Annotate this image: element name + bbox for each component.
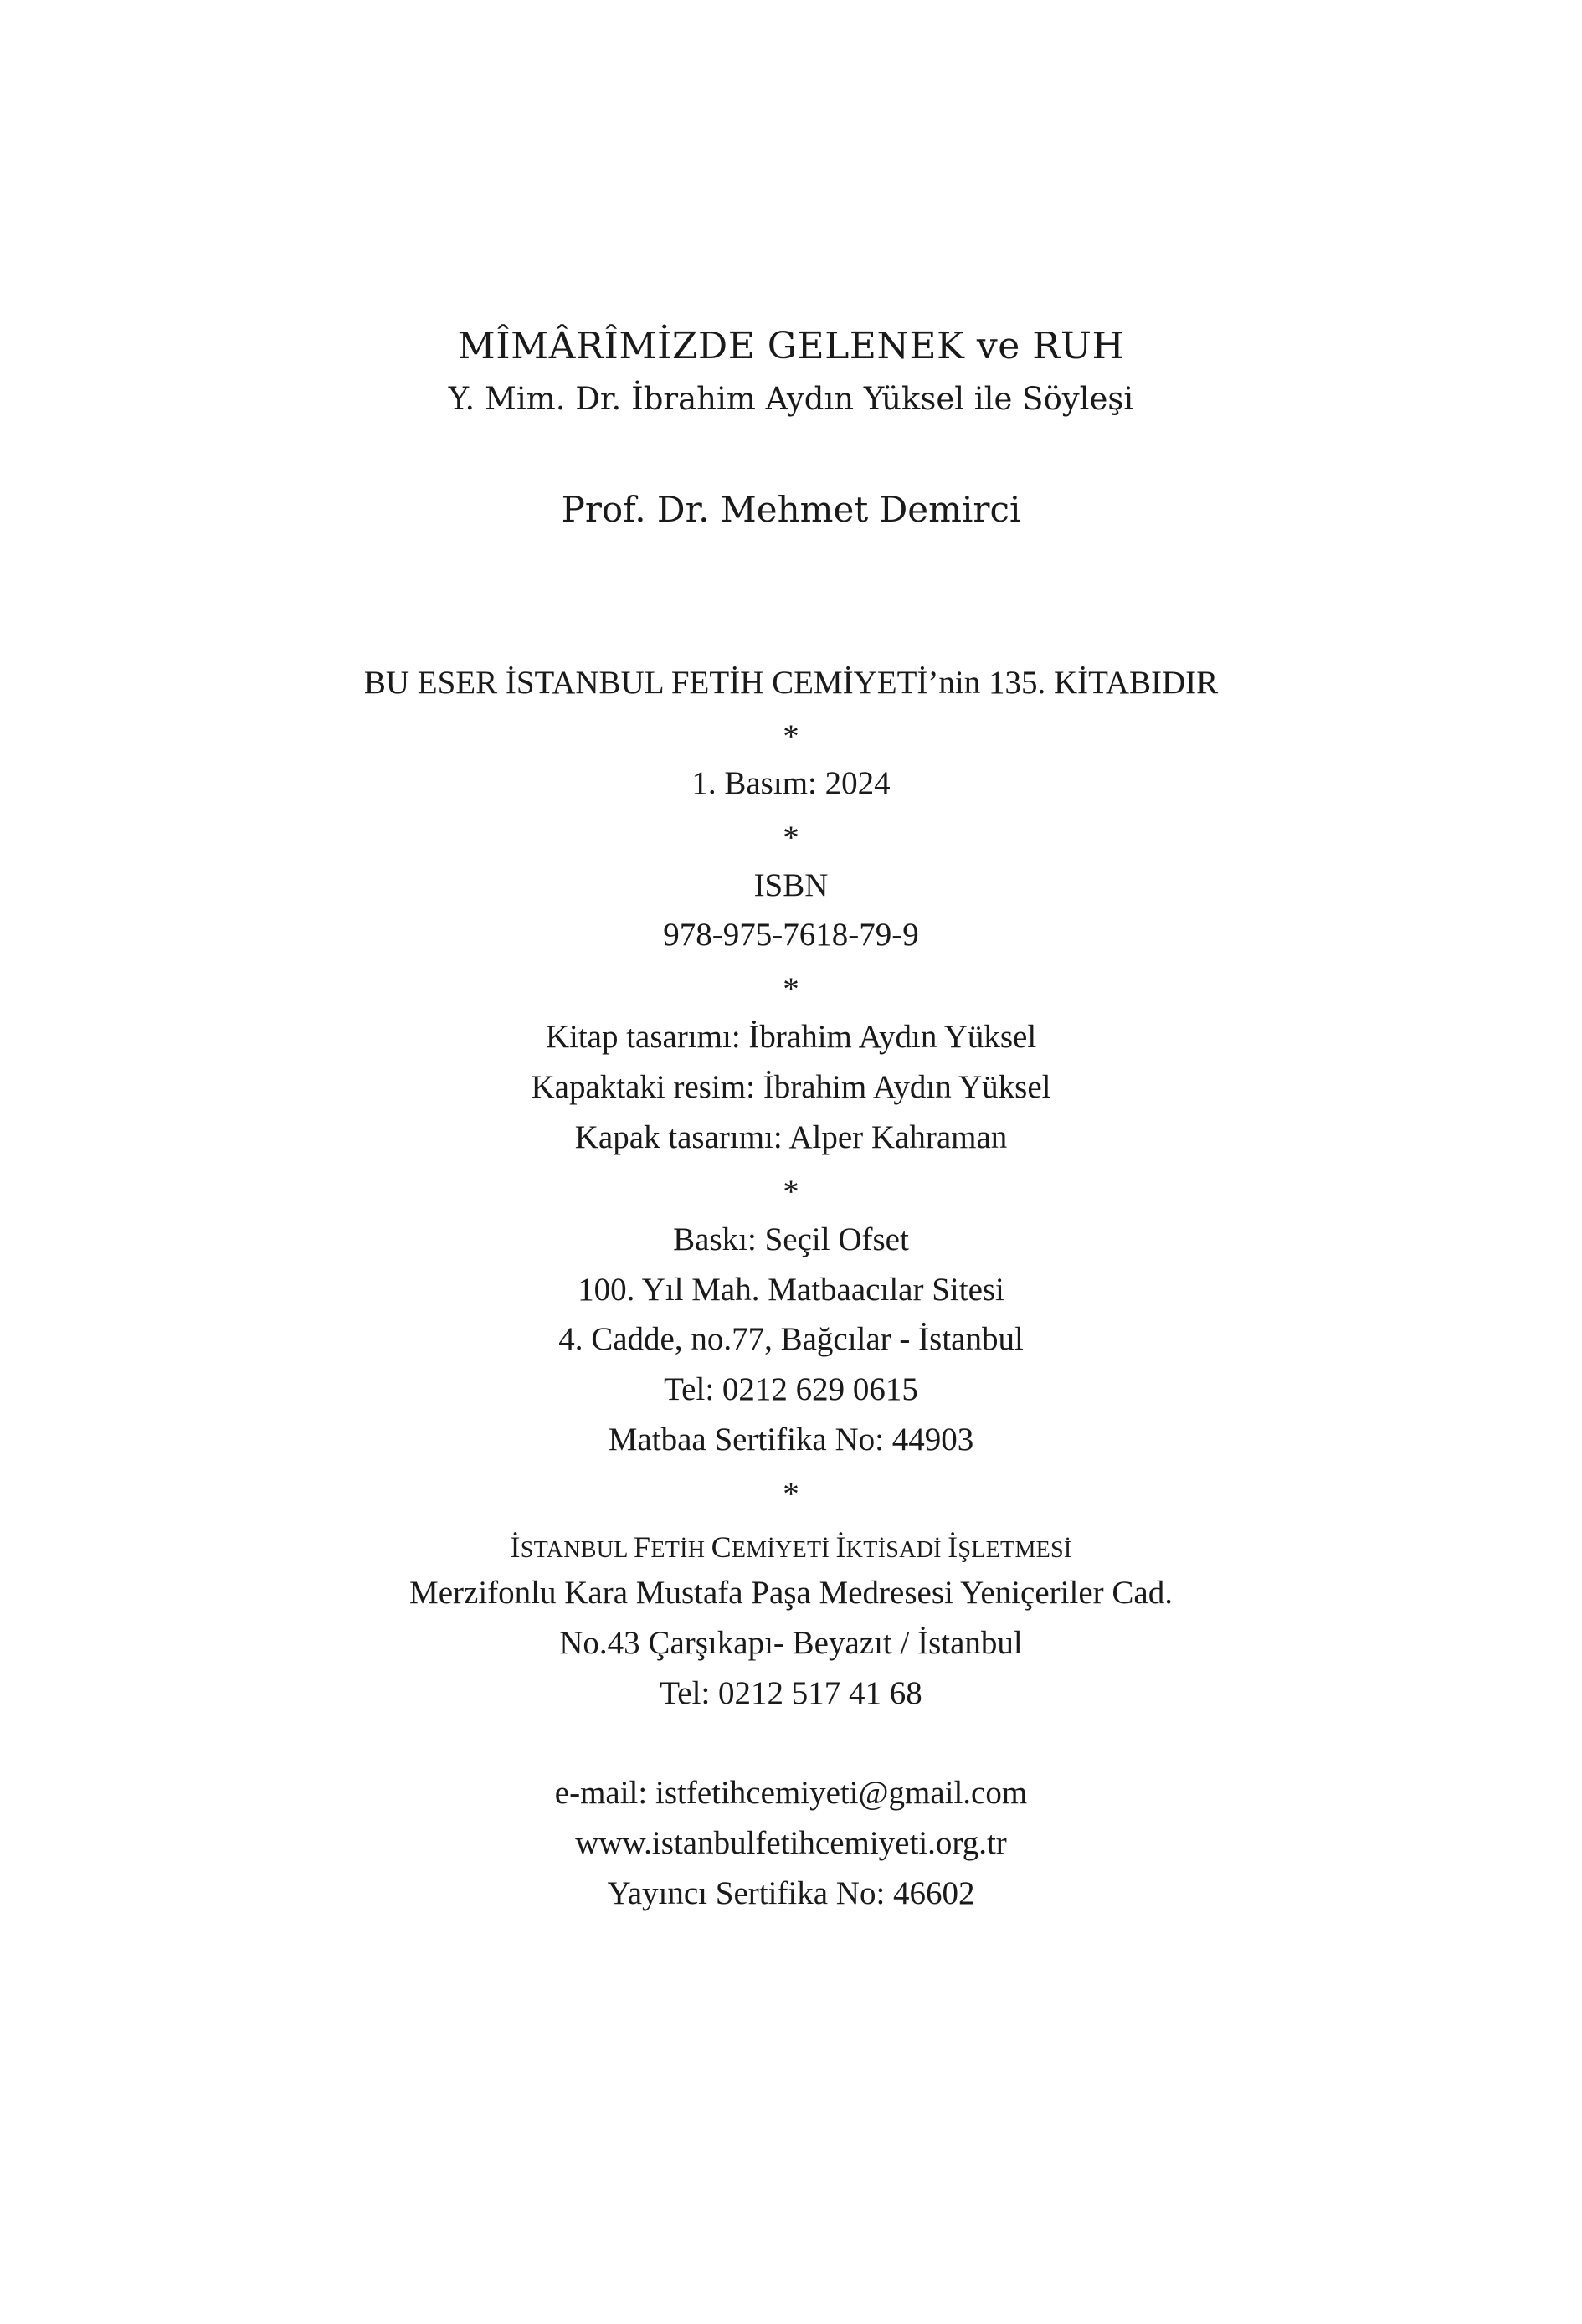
isbn-label: ISBN <box>753 867 829 903</box>
printer-name: Baskı: Seçil Ofset <box>673 1221 909 1257</box>
publisher-name-rest: KTİSADİ <box>845 1537 948 1563</box>
edition-statement: BU ESER İSTANBUL FETİH CEMİYETİ’nin 135. KİTABIDIR <box>363 665 1219 701</box>
separator-star: * <box>783 1476 799 1512</box>
separator-star: * <box>783 820 799 856</box>
publisher-website[interactable]: www.istanbulfetihcemiyeti.org.tr <box>575 1825 1007 1861</box>
separator-star: * <box>783 971 799 1007</box>
separator-star: * <box>783 718 799 754</box>
book-subtitle: Y. Mim. Dr. İbrahim Aydın Yüksel ile Söyleşi <box>448 381 1134 417</box>
cover-image-credit: Kapaktaki resim: İbrahim Aydın Yüksel <box>531 1069 1051 1105</box>
publisher-name-initial: F <box>633 1530 651 1564</box>
publisher-phone: Tel: 0212 517 41 68 <box>660 1675 922 1711</box>
publisher-name <box>0 1530 1582 1563</box>
publisher-name-rest: ETİH <box>650 1537 711 1563</box>
publisher-name-rest: ŞLETMESİ <box>958 1537 1072 1563</box>
book-title: MÎMÂRÎMİZDE GELENEK ve RUH <box>457 325 1125 368</box>
separator-star: * <box>783 1174 799 1210</box>
publisher-email[interactable]: e-mail: istfetihcemiyeti@gmail.com <box>554 1775 1028 1811</box>
printing-info: 1. Basım: 2024 <box>691 765 891 801</box>
book-design-credit: Kitap tasarımı: İbrahim Aydın Yüksel <box>545 1019 1037 1055</box>
printer-address-line-1: 100. Yıl Mah. Matbaacılar Sitesi <box>578 1272 1004 1308</box>
printer-phone: Tel: 0212 629 0615 <box>664 1371 918 1407</box>
publisher-address-line-1: Merzifonlu Kara Mustafa Paşa Medresesi Yeniçeriler Cad. <box>409 1575 1173 1611</box>
publisher-name-initial: C <box>711 1530 732 1564</box>
publisher-name-rest: STANBUL <box>520 1537 634 1563</box>
isbn-number: 978-975-7618-79-9 <box>663 917 919 953</box>
publisher-name-initial: İ <box>510 1530 521 1564</box>
publisher-name-rest: EMİYETİ <box>731 1537 836 1563</box>
publisher-address-line-2: No.43 Çarşıkapı- Beyazıt / İstanbul <box>559 1625 1023 1661</box>
publisher-name-initial: İ <box>835 1530 846 1564</box>
publisher-name-initial: İ <box>948 1530 958 1564</box>
printer-certificate: Matbaa Sertifika No: 44903 <box>608 1422 974 1458</box>
cover-design-credit: Kapak tasarımı: Alper Kahraman <box>574 1119 1008 1155</box>
book-author: Prof. Dr. Mehmet Demirci <box>561 489 1021 530</box>
publisher-certificate: Yayıncı Sertifika No: 46602 <box>607 1875 975 1911</box>
printer-address-line-2: 4. Cadde, no.77, Bağcılar - İstanbul <box>558 1321 1024 1357</box>
